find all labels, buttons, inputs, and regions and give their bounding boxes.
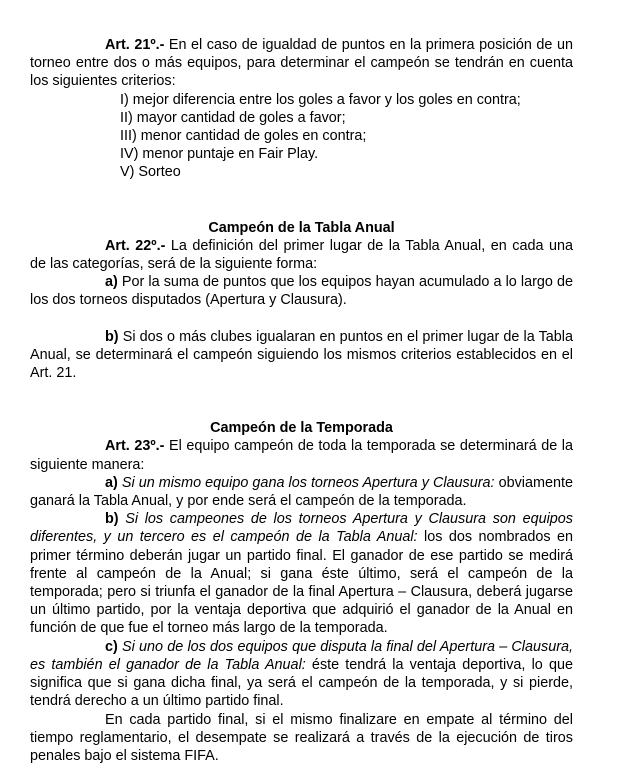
art-23-text: El equipo campeón de toda la temporada se determinará de la siguiente manera:	[30, 438, 573, 473]
item-b-condition: Si los campeones de los torneos Apertura y Clausura son equipos diferentes, y un tercero es el campeón de la Tabla Anual:	[30, 511, 573, 546]
art-22-text: La definición del primer lugar de la Tabla Anual, en cada una de las categorías, será de la siguiente forma:	[30, 237, 573, 273]
criterion-item: II) mayor cantidad de goles a favor;	[120, 109, 346, 126]
item-c-condition: Si uno de los dos equipos que disputa la final del Apertura – Clausura, es también el ganador de la Tabla Anual:	[30, 638, 573, 673]
item-c-label: c)	[105, 638, 118, 655]
art-23-item-b	[30, 510, 573, 637]
final-match-paragraph: En cada partido final, si el mismo finalizare en empate al término del tiempo reglamentario, el desempate se realizará a través de la ejecución de tiros penales bajo el sistema FIFA.	[30, 711, 573, 764]
art-23-item-c	[30, 638, 573, 711]
criterion-item: I) mejor diferencia entre los goles a favor y los goles en contra;	[120, 91, 521, 108]
art-23-paragraph	[30, 437, 573, 473]
criterion-item: IV) menor puntaje en Fair Play.	[120, 146, 319, 163]
item-b-text: los dos nombrados en primer término deberán jugar un partido final. El ganador de ese partido se medirá frente al campeón de la Anual; si gana éste último, será el campeón de la temporada; pero si triunfa el ganador de la final Apertura – Clausura, deberá jugarse un último partido, por la ventaja deportiva que adquirió el ganador de la Anual en función de que fue el torneo más largo de la temporada.	[30, 529, 574, 637]
item-b-label: b)	[105, 511, 119, 528]
item-b-label: b)	[105, 328, 119, 345]
section-heading-temporada: Campeón de la Temporada	[210, 420, 393, 437]
art-22-item-a	[30, 273, 573, 309]
item-a-text: Por la suma de puntos que los equipos hayan acumulado a lo largo de los dos torneos disputados (Apertura y Clausura).	[30, 274, 573, 309]
art-23-label: Art. 23º.-	[105, 438, 165, 455]
art-21-text: En el caso de igualdad de puntos en la primera posición de un torneo entre dos o más equipos, para determinar el campeón se tendrán en cuenta los siguientes criterios:	[30, 37, 573, 90]
item-a-label: a)	[105, 274, 118, 291]
art-21-criteria-list	[30, 91, 573, 182]
item-a-text: obviamente ganará la Tabla Anual, y por ende será el campeón de la temporada.	[30, 474, 573, 510]
art-22-item-b	[30, 328, 573, 383]
document-body	[30, 36, 573, 765]
art-22-label: Art. 22º.-	[105, 237, 166, 254]
criterion-item: III) menor cantidad de goles en contra;	[120, 128, 367, 145]
art-23-item-a	[30, 474, 573, 510]
item-b-text: Si dos o más clubes igualaran en puntos en el primer lugar de la Tabla Anual, se determinará el campeón siguiendo los mismos criterios establecidos en el Art. 21.	[30, 328, 573, 382]
art-21-paragraph	[30, 36, 573, 91]
item-a-label: a)	[105, 474, 118, 491]
item-a-condition: Si un mismo equipo gana los torneos Apertura y Clausura:	[117, 474, 495, 491]
section-heading-tabla-anual: Campeón de la Tabla Anual	[208, 219, 395, 236]
art-22-paragraph	[30, 237, 573, 273]
art-21-label: Art. 21º.-	[105, 37, 165, 53]
criterion-item: V) Sorteo	[120, 164, 181, 181]
item-c-text: éste tendrá la ventaja deportiva, lo que significa que si gana dicha final, ya será el campeón de la temporada, y si pierde, tendrá derecho a un último partido final.	[30, 656, 573, 710]
